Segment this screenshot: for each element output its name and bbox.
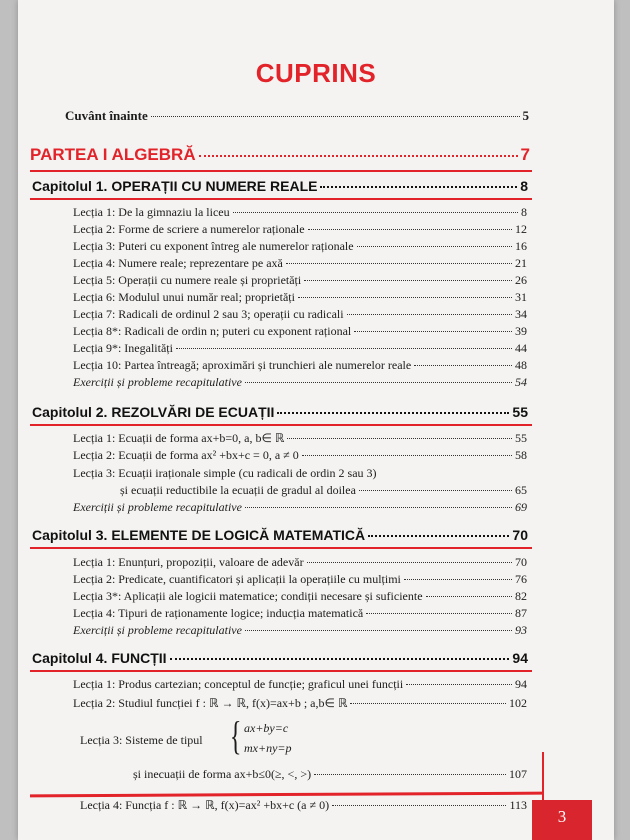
dot-leader xyxy=(354,331,512,332)
toc-lesson xyxy=(80,798,527,813)
lesson-label: Lecția 1: De la gimnaziu la liceu xyxy=(73,205,230,219)
lesson-label: și ecuații reductibile la ecuații de gradul al doilea xyxy=(120,483,356,497)
toc-lesson xyxy=(73,358,527,373)
chapter-label: Capitolul 2. REZOLVĂRI DE ECUAȚII xyxy=(32,404,275,420)
chapter-underline xyxy=(30,670,532,672)
system-equation-2: mx+ny=p xyxy=(244,741,292,755)
lesson-page: 94 xyxy=(515,677,527,691)
lesson-label: Lecția 2: Forme de scriere a numerelor raționale xyxy=(73,222,305,236)
toc-lesson xyxy=(73,431,527,446)
lesson-label: Lecția 3: Puteri cu exponent întreg ale numerelor raționale xyxy=(73,239,354,253)
toc-lesson xyxy=(73,324,527,339)
lesson-page: 55 xyxy=(515,431,527,445)
lesson-page: 113 xyxy=(509,798,527,812)
footer-rule xyxy=(30,792,542,798)
part-page: 7 xyxy=(520,145,530,164)
lesson-label: Lecția 3*: Aplicații ale logicii matematice; condiții necesare și suficiente xyxy=(73,589,423,603)
dot-leader xyxy=(245,382,512,383)
chapter-underline xyxy=(30,198,532,200)
dot-leader xyxy=(233,212,518,213)
dot-leader xyxy=(314,774,506,775)
lesson-label: Lecția 4: Tipuri de raționamente logice; inducția matematică xyxy=(73,606,364,620)
chapter-page: 94 xyxy=(512,650,528,666)
dot-leader xyxy=(304,280,512,281)
lesson-label: Lecția 8*: Radicali de ordin n; puteri cu exponent rațional xyxy=(73,324,352,338)
lesson-label: Lecția 4: Funcția f : ℝ → ℝ, f(x)=ax² +bx+c (a ≠ 0) xyxy=(80,798,330,812)
toc-lesson xyxy=(73,555,527,570)
toc-lesson xyxy=(73,572,527,587)
page-title: CUPRINS xyxy=(255,58,377,88)
toc-exercises xyxy=(73,375,527,390)
dot-leader xyxy=(414,365,512,366)
entry-label: Cuvânt înainte xyxy=(65,108,148,123)
chapter-page: 55 xyxy=(512,404,528,420)
lesson-page: 58 xyxy=(515,448,527,462)
part-label: PARTEA I ALGEBRĂ xyxy=(30,145,196,164)
toc-lesson xyxy=(73,606,527,621)
lesson-label: Exerciții și probleme recapitulative xyxy=(73,623,242,637)
lesson-page: 107 xyxy=(509,767,527,781)
lesson-label: Lecția 5: Operații cu numere reale și proprietăți xyxy=(73,273,302,287)
dot-leader xyxy=(359,490,512,491)
toc-lesson xyxy=(73,589,527,604)
dot-leader xyxy=(277,412,509,414)
toc-chapter xyxy=(32,178,528,194)
dot-leader xyxy=(245,630,512,631)
toc-part-heading xyxy=(30,145,530,165)
chapter-page: 8 xyxy=(520,178,528,194)
lesson-page: 69 xyxy=(515,500,527,514)
dot-leader xyxy=(320,186,517,188)
dot-leader xyxy=(308,229,512,230)
lesson-page: 26 xyxy=(515,273,527,287)
toc-exercises xyxy=(73,500,527,515)
dot-leader xyxy=(347,314,512,315)
toc-lesson xyxy=(73,677,527,692)
lesson-label: Exerciții și probleme recapitulative xyxy=(73,500,242,514)
lesson-label: Lecția 1: Ecuații de forma ax+b=0, a, b∈ ℝ xyxy=(73,431,285,445)
dot-leader xyxy=(307,562,512,563)
lesson-page: 70 xyxy=(515,555,527,569)
toc-lesson xyxy=(73,205,527,220)
dot-leader xyxy=(366,613,512,614)
lesson-label: Lecția 3: Ecuații iraționale simple (cu radicali de ordin 2 sau 3) xyxy=(73,466,377,480)
dot-leader xyxy=(245,507,512,508)
lesson-page: 102 xyxy=(509,696,527,710)
lesson-page: 21 xyxy=(515,256,527,270)
toc-lesson xyxy=(73,341,527,356)
dot-leader xyxy=(286,263,512,264)
lesson-page: 54 xyxy=(515,375,527,389)
lesson-page: 87 xyxy=(515,606,527,620)
toc-lesson xyxy=(73,290,527,305)
dot-leader xyxy=(199,155,518,157)
lesson-label: Lecția 2: Predicate, cuantificatori și aplicații la operațiile cu mulțimi xyxy=(73,572,401,586)
entry-page: 5 xyxy=(522,108,529,123)
lesson-page: 82 xyxy=(515,589,527,603)
toc-lesson xyxy=(73,222,527,237)
dot-leader xyxy=(350,703,506,704)
dot-leader xyxy=(287,438,512,439)
chapter-page: 70 xyxy=(512,527,528,543)
toc-lesson xyxy=(73,239,527,254)
toc-lesson xyxy=(73,307,527,322)
dot-leader xyxy=(406,684,512,685)
dot-leader xyxy=(302,455,512,456)
dot-leader xyxy=(357,246,512,247)
lesson-page: 12 xyxy=(515,222,527,236)
toc-exercises xyxy=(73,623,527,638)
dot-leader xyxy=(170,658,510,660)
lesson-label: Lecția 1: Produs cartezian; conceptul de funcție; graficul unei funcții xyxy=(73,677,404,691)
dot-leader xyxy=(332,805,506,806)
dot-leader xyxy=(404,579,512,580)
dot-leader xyxy=(151,116,520,117)
brace-icon: { xyxy=(229,713,242,758)
dot-leader xyxy=(426,596,512,597)
page-number: 3 xyxy=(557,807,567,826)
chapter-label: Capitolul 4. FUNCȚII xyxy=(32,650,167,666)
lesson-label: Lecția 6: Modulul unui număr real; proprietăți xyxy=(73,290,295,304)
chapter-label: Capitolul 3. ELEMENTE DE LOGICĂ MATEMATICĂ xyxy=(32,527,366,543)
lesson-label: și inecuații de forma ax+b≤0(≥, <, >) xyxy=(133,767,312,781)
toc-chapter xyxy=(32,404,528,420)
toc-lesson xyxy=(73,448,527,463)
lesson-label: Lecția 4: Numere reale; reprezentare pe axă xyxy=(73,256,283,270)
lesson-label: Lecția 7: Radicali de ordinul 2 sau 3; operații cu radicali xyxy=(73,307,344,321)
dot-leader xyxy=(368,535,509,537)
lesson-page: 34 xyxy=(515,307,527,321)
lesson-page: 16 xyxy=(515,239,527,253)
lesson-page: 39 xyxy=(515,324,527,338)
toc-lesson xyxy=(73,273,527,288)
lesson-page: 65 xyxy=(515,483,527,497)
chapter-underline xyxy=(30,424,532,426)
chapter-underline xyxy=(30,547,532,549)
lesson-page: 8 xyxy=(521,205,527,219)
dot-leader xyxy=(298,297,512,298)
toc-lesson xyxy=(120,483,527,498)
lesson-label: Lecția 2: Ecuații de forma ax² +bx+c = 0, a ≠ 0 xyxy=(73,448,299,462)
lesson-page: 76 xyxy=(515,572,527,586)
toc-lesson xyxy=(73,256,527,271)
lesson-label: Exerciții și probleme recapitulative xyxy=(73,375,242,389)
chapter-label: Capitolul 1. OPERAȚII CU NUMERE REALE xyxy=(32,178,318,194)
lesson-label: Lecția 9*: Inegalități xyxy=(73,341,173,355)
lesson-page: 44 xyxy=(515,341,527,355)
toc-chapter xyxy=(32,527,528,543)
lesson-label: Lecția 2: Studiul funcției f : ℝ → ℝ, f(x)=ax+b ; a,b∈ ℝ xyxy=(73,696,348,710)
system-equation-1: ax+by=c xyxy=(244,721,289,735)
toc-chapter xyxy=(32,650,528,666)
toc-lesson xyxy=(73,696,527,711)
lesson-page: 31 xyxy=(515,290,527,304)
toc-lesson xyxy=(133,767,527,782)
book-page xyxy=(18,0,614,840)
part-underline xyxy=(30,170,532,172)
lesson-page: 48 xyxy=(515,358,527,372)
lesson-label: Lecția 3: Sisteme de tipul xyxy=(80,733,203,747)
lesson-page: 93 xyxy=(515,623,527,637)
dot-leader xyxy=(176,348,512,349)
lesson-label: Lecția 10: Partea întreagă; aproximări și trunchieri ale numerelor reale xyxy=(73,358,412,372)
lesson-label: Lecția 1: Enunțuri, propoziții, valoare de adevăr xyxy=(73,555,304,569)
toc-entry-intro xyxy=(65,108,529,124)
